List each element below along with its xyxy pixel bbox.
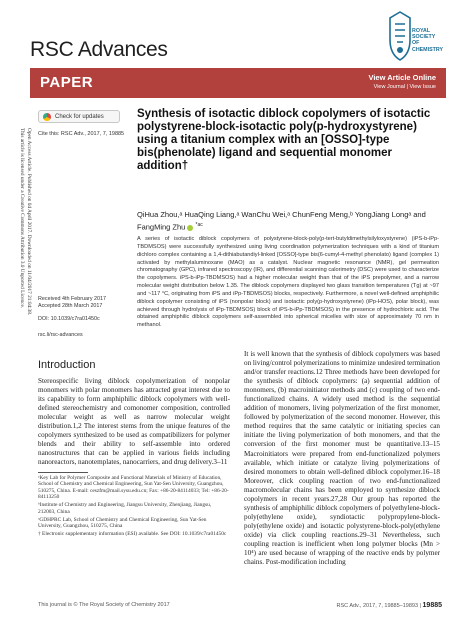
view-article-online-link[interactable]: View Article Online	[368, 73, 436, 82]
journal-name: RSC Advances	[30, 38, 168, 61]
footnote-c: ᶜGDHPRC Lab, School of Chemistry and Chemical Engineering, Sun Yat-Sen University, Guangzhou, 510275, China	[38, 516, 207, 530]
page-footer	[38, 602, 442, 612]
orcid-icon[interactable]	[187, 225, 193, 231]
footer-copyright: This journal is © The Royal Society of Chemistry 2017	[38, 602, 170, 608]
introduction-left-column: Stereospecific living diblock copolymerization of nonpolar monomers with polar monomers has attracted great interest due to its capability to form amphiphilic diblock copolymers with well-defined stereochemistry and comonomer composition, controlled molecular weight as well as narrow molecular weight distribution.1,2 The interest stems from the unique features of the copolymers synthesized to be used as compatibilizers for polymer blends and their ability to self-assemble into ordered nanostructures that can be applied in various fields including nanoreactors, nanotemplates, nanocarriers, and drug delivery.3–11	[38, 377, 230, 467]
logo-line-2: OF CHEMISTRY	[412, 40, 443, 53]
author-list: QiHua Zhou,ᵃ HuaQing Liang,ᵃ WanChu Wei,ᵃ ChunFeng Meng,ᵇ YongJiang Longᵃ and FangMing Zhu	[137, 210, 426, 232]
section-banner	[30, 68, 446, 98]
authors	[137, 210, 437, 233]
footnote-esi: † Electronic supplementary information (ESI) available. See DOI: 10.1039/c7ra01450c	[38, 531, 227, 538]
article-title: Synthesis of isotactic diblock copolymers of isotactic polystyrene-block-isotactic poly(p-hydroxystyrene) using a titanium complex with an [OSSO]-type bis(phenolate) ligand and sequential monomer addition†	[137, 108, 431, 172]
side-note-line-2[interactable]: This article is licensed under a Creative Commons Attribution 3.0 Unported Licence.	[19, 128, 26, 309]
received-date: Received 4th February 2017	[38, 296, 107, 302]
page-number: 19885	[422, 602, 442, 609]
publisher-logo[interactable]	[388, 10, 446, 66]
open-access-side-note	[12, 128, 32, 608]
logo-line-1: ROYAL SOCIETY	[412, 28, 436, 41]
introduction-right-column: It is well known that the synthesis of diblock copolymers was based on living/control polymerizations to minimize undesired termination and/or transfer reactions.12 Three methods have been developed for the synthesis of diblock copolymers: (a) sequential addition of monomers, (b) macroinitiator methods and (c) coupling of two end-functionalized chains. A widely used method is the sequential addition of monomers, living polymerization of the first monomer, followed by polymerization of the second monomer. However, this method requires that the same catalytic or initiating species can initiate the living polymerization of both monomers, and that the conversion of the first monomer must be quantitative.13–15 Macroinitiators were prepared from end-functionalized polymers available, which initiate or catalyze living polymerizations of desired monomers to obtain well-defined diblock copolymer.16–18 Moreover, click coupling reaction of two end-functionalized macromolecular chains has been employed to synthesize diblock copolymers in recent years.27,28 Our group has reported the synthesis of amphiphilic diblock copolymers of polyethylene-block-poly(ethylene oxide), syndiotactic polypropylene-block-poly(ethylene oxide) and isotactic polystyrene-block-poly(ethylene oxide) via click coupling reactions.29–31 Nevertheless, such coupling reaction is inefficient when long polymer blocks (Mn > 10⁴) are used because of wrapping of the reactive ends by polymer chains. Post-modification including	[244, 350, 440, 567]
author-affiliation-marks: *ac	[195, 222, 203, 228]
footnote-a: ᵃKey Lab for Polymer Composite and Functional Materials of Ministry of Education, School of Chemistry and Chemical Engineering, Sun Yat-Sen University, Guangzhou, 510275, China. E-mail: ceszfm@mail.sysu.edu.cn; Fax: +86-20-84114033; Tel: +86-20-84113250	[38, 475, 229, 501]
footer-citation	[336, 602, 442, 609]
footer-citation-text: RSC Adv., 2017, 7, 19885–19893 |	[336, 603, 421, 609]
section-label: PAPER	[40, 74, 94, 91]
rsc-crest-icon	[388, 10, 412, 62]
received-info	[38, 296, 106, 323]
abstract: A series of isotactic diblock copolymers of polystyrene-block-poly(p-tert-butyldimethylsilyloxystyrene) (iPS-b-iPp-TBDMSOS) were successfully synthesized using living coordination polymerization techniques with a kind of titanium dichloro complex containing a 1,4-dithiabutandiyl-linked [OSSO]-type bis(6-cumyl-4-methyl phenolato) ligand (complex 1) activated by methylaluminoxane (MAO) as a catalyst. Nuclear magnetic resonance (NMR), gel permeation chromatography (GPC), infrared spectroscopy (IR), and differential scanning calorimetry (DSC) were used to characterize the copolymers. iPS-b-iPp-TBDMSOS) had a higher molecular weight than that of the iPS prepolymer, and a narrow molecular weight distribution below 1.35. The diblock copolymers displayed two glass transition temperatures (Tg) at ~97 and ~117 °C, originating from iPS and iPp-TBDMSOS) blocks, respectively. Furthermore, a novel well-defined amphiphilic diblock copolymer consisting of iPS (nonpolar block) and isotactic poly(p-hydroxystyrene) (iPp-HOS), polar block), was achieved through hydrolysis of iPp-TBDMSOS) block of iPS-b-iPp-TBDMSOS) in the presence of hydrochloric acid. The obtained amphiphilic diblock copolymers self-assembled into spherical micelles with size of approximately 70 nm in methanol.	[137, 236, 439, 329]
doi[interactable]: DOI: 10.1039/c7ra01450c	[38, 316, 100, 322]
footnote-b: ᵇInstitute of Chemistry and Engineering, Jiangsu University, Zhenjiang, Jiangsu, 212003, China	[38, 502, 212, 515]
accepted-date: Accepted 28th March 2017	[38, 303, 103, 309]
check-for-updates-label: Check for updates	[55, 113, 104, 120]
check-updates-icon	[43, 113, 51, 121]
footnotes	[38, 475, 230, 539]
cite-this: Cite this: RSC Adv., 2017, 7, 19885	[38, 131, 125, 137]
introduction-heading: Introduction	[38, 359, 96, 371]
check-for-updates-button[interactable]	[38, 110, 120, 123]
side-note-line-1: Open Access Article. Published on 04 April 2017. Downloaded on 11/04/2017 21:04:38.	[26, 128, 32, 316]
view-journal-link[interactable]: View Journal | View Issue	[373, 84, 436, 90]
footnote-divider	[38, 472, 88, 473]
journal-link[interactable]: rsc.li/rsc-advances	[38, 332, 83, 338]
